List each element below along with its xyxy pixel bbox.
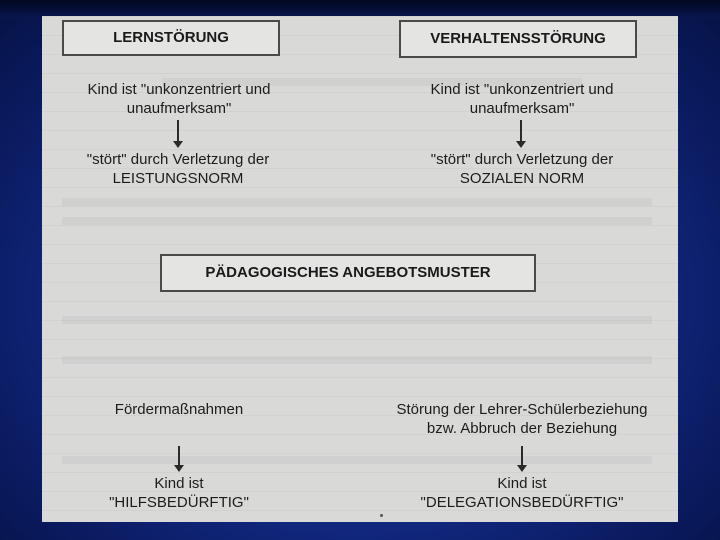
right-result-line-2: "DELEGATIONSBEDÜRFTIG"	[420, 494, 624, 511]
bleed-through-line	[62, 456, 652, 464]
left-result-line-2: "HILFSBEDÜRFTIG"	[109, 494, 249, 511]
bleed-through-line	[62, 356, 652, 364]
right-norm-line-2: SOZIALEN NORM	[459, 170, 585, 187]
right-description-line-1: Kind ist "unkonzentriert und	[430, 81, 614, 98]
bleed-through-line	[62, 198, 652, 206]
page-mark-dot	[380, 514, 383, 517]
right-norm-line-1: "stört" durch Verletzung der	[430, 151, 614, 168]
right-description-line-2: unaufmerksam"	[469, 100, 575, 117]
box-verhaltensstoerung: VERHALTENSSTÖRUNG	[399, 20, 637, 58]
right-measure-line-2: bzw. Abbruch der Beziehung	[426, 420, 618, 437]
left-result-line-1: Kind ist	[154, 475, 204, 492]
right-result-line-1: Kind ist	[497, 475, 547, 492]
scanned-page	[42, 16, 678, 522]
left-norm-line-1: "stört" durch Verletzung der	[86, 151, 270, 168]
box-paedagogisches-angebotsmuster: PÄDAGOGISCHES ANGEBOTSMUSTER	[160, 254, 536, 292]
left-norm-line-2: LEISTUNGSNORM	[112, 170, 244, 187]
left-description-line-2: unaufmerksam"	[126, 100, 232, 117]
arrow-down-right-2	[521, 446, 523, 470]
bleed-through-line	[62, 217, 652, 225]
left-measure: Fördermaßnahmen	[114, 401, 244, 418]
box-lernstoerung: LERNSTÖRUNG	[62, 20, 280, 56]
left-description-line-1: Kind ist "unkonzentriert und	[87, 81, 271, 98]
arrow-down-right-1	[520, 120, 522, 146]
bleed-through-line	[62, 316, 652, 324]
arrow-down-left-1	[177, 120, 179, 146]
right-measure-line-1: Störung der Lehrer-Schülerbeziehung	[396, 401, 648, 418]
arrow-down-left-2	[178, 446, 180, 470]
